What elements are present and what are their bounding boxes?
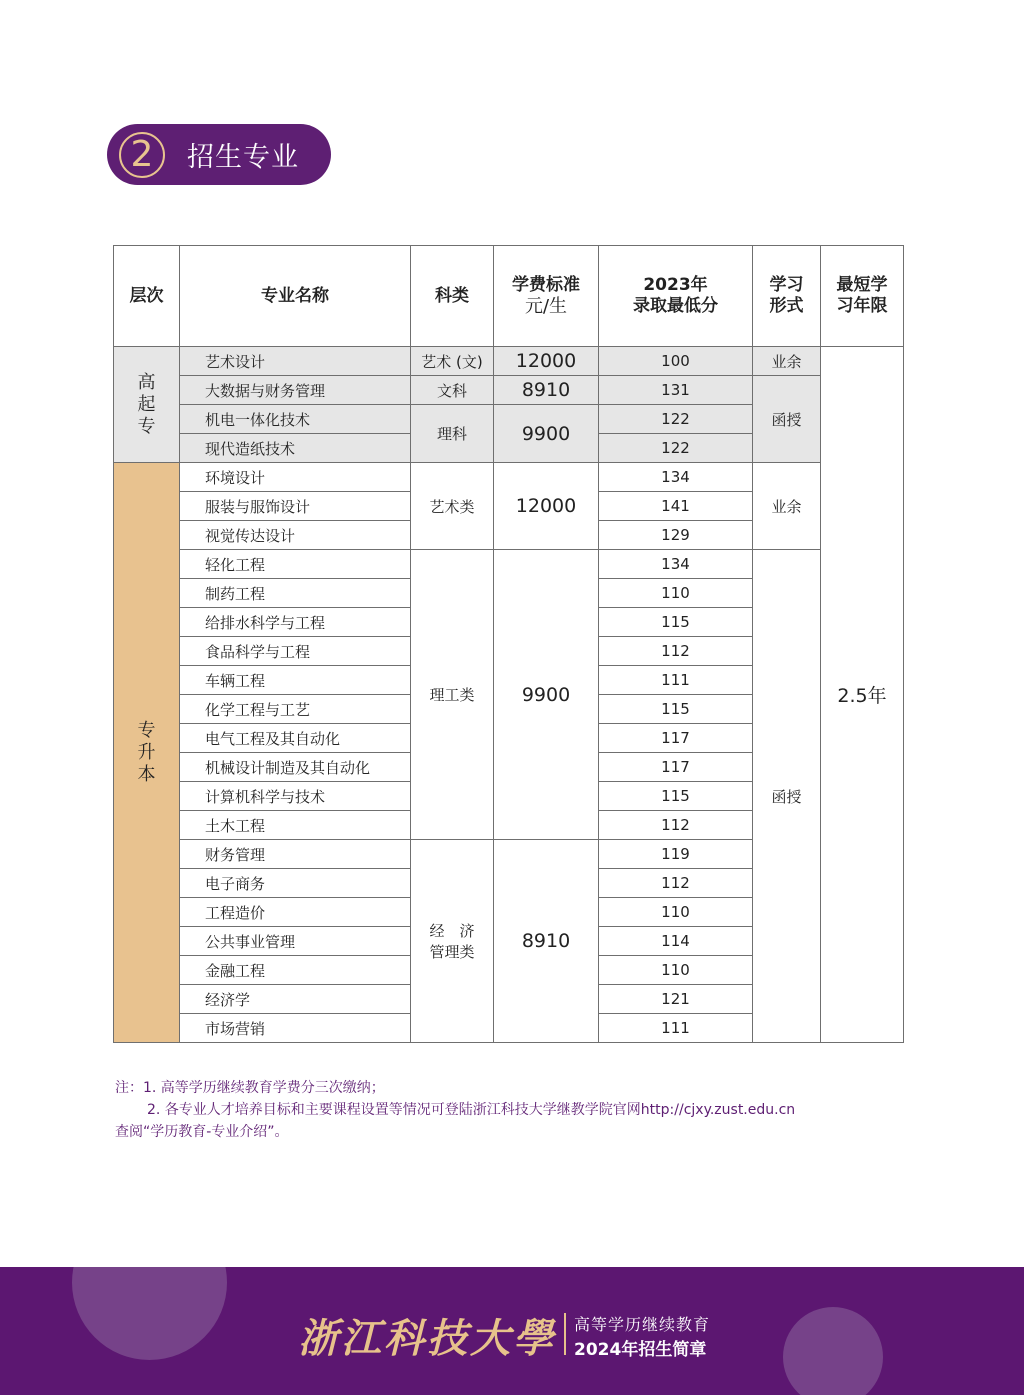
score-cell: 134	[599, 463, 753, 492]
footer-subtitle: 高等学历继续教育	[574, 1315, 711, 1334]
category-cell: 文科	[411, 376, 494, 405]
major-name: 现代造纸技术	[180, 434, 411, 463]
mode-cell: 函授	[753, 550, 821, 1043]
major-name: 大数据与财务管理	[180, 376, 411, 405]
header-min-score: 2023年 录取最低分	[599, 246, 753, 347]
note-line-3: 查阅“学历教育-专业介绍”。	[115, 1124, 289, 1140]
major-name: 给排水科学与工程	[180, 608, 411, 637]
mode-cell: 函授	[753, 376, 821, 463]
major-name: 电气工程及其自动化	[180, 724, 411, 753]
major-name: 艺术设计	[180, 347, 411, 376]
fee-cell: 12000	[494, 463, 599, 550]
fee-cell: 9900	[494, 550, 599, 840]
section-number-badge: 2	[119, 132, 165, 178]
table-row	[114, 376, 904, 405]
score-cell: 115	[599, 608, 753, 637]
decorative-circle	[783, 1307, 883, 1395]
score-cell: 141	[599, 492, 753, 521]
score-cell: 131	[599, 376, 753, 405]
fee-cell: 8910	[494, 840, 599, 1043]
fee-cell: 9900	[494, 405, 599, 463]
score-cell: 111	[599, 1014, 753, 1043]
section-header	[107, 124, 331, 185]
score-cell: 122	[599, 434, 753, 463]
header-min-years: 最短学 习年限	[821, 246, 904, 347]
category-cell: 艺术类	[411, 463, 494, 550]
score-cell: 110	[599, 898, 753, 927]
major-name: 轻化工程	[180, 550, 411, 579]
major-name: 电子商务	[180, 869, 411, 898]
section-title: 招生专业	[187, 142, 299, 173]
score-cell: 112	[599, 811, 753, 840]
score-cell: 100	[599, 347, 753, 376]
score-cell: 112	[599, 637, 753, 666]
major-name: 机械设计制造及其自动化	[180, 753, 411, 782]
score-cell: 119	[599, 840, 753, 869]
major-name: 经济学	[180, 985, 411, 1014]
category-cell: 经 济 管理类	[411, 840, 494, 1043]
min-years-cell: 2.5年	[821, 347, 904, 1043]
note-line-1: 注：1. 高等学历继续教育学费分三次缴纳；	[115, 1080, 385, 1096]
fee-cell: 12000	[494, 347, 599, 376]
major-name: 公共事业管理	[180, 927, 411, 956]
level-zhuanshengben: 专 升 本	[114, 463, 180, 1043]
category-cell: 理工类	[411, 550, 494, 840]
level-gaoqizhuan: 高 起 专	[114, 347, 180, 463]
score-cell: 110	[599, 579, 753, 608]
table-row	[114, 347, 904, 376]
score-cell: 117	[599, 724, 753, 753]
score-cell: 112	[599, 869, 753, 898]
major-name: 市场营销	[180, 1014, 411, 1043]
header-fee: 学费标准 元/生	[494, 246, 599, 347]
notes	[115, 1077, 905, 1143]
major-name: 机电一体化技术	[180, 405, 411, 434]
footer-banner	[0, 1267, 1024, 1395]
score-cell: 121	[599, 985, 753, 1014]
table-header-row	[114, 246, 904, 347]
major-name: 土木工程	[180, 811, 411, 840]
score-cell: 111	[599, 666, 753, 695]
score-cell: 115	[599, 695, 753, 724]
major-name: 工程造价	[180, 898, 411, 927]
major-name: 环境设计	[180, 463, 411, 492]
note-line-2: 2. 各专业人才培养目标和主要课程设置等情况可登陆浙江科技大学继教学院官网http://cjxy.zust.edu.cn	[147, 1102, 796, 1118]
fee-cell: 8910	[494, 376, 599, 405]
category-cell: 理科	[411, 405, 494, 463]
major-name: 制药工程	[180, 579, 411, 608]
table-row	[114, 550, 904, 579]
score-cell: 114	[599, 927, 753, 956]
major-name: 服装与服饰设计	[180, 492, 411, 521]
score-cell: 134	[599, 550, 753, 579]
major-name: 化学工程与工艺	[180, 695, 411, 724]
major-name: 金融工程	[180, 956, 411, 985]
table-row	[114, 463, 904, 492]
category-cell: 艺术 (文)	[411, 347, 494, 376]
score-cell: 115	[599, 782, 753, 811]
score-cell: 110	[599, 956, 753, 985]
major-name: 计算机科学与技术	[180, 782, 411, 811]
major-name: 视觉传达设计	[180, 521, 411, 550]
mode-cell: 业余	[753, 463, 821, 550]
score-cell: 129	[599, 521, 753, 550]
header-level: 层次	[114, 246, 180, 347]
major-name: 财务管理	[180, 840, 411, 869]
footer-divider	[564, 1313, 566, 1355]
header-major: 专业名称	[180, 246, 411, 347]
university-logo-text: 浙江科技大學	[298, 1315, 556, 1362]
major-name: 食品科学与工程	[180, 637, 411, 666]
decorative-circle	[72, 1267, 227, 1360]
score-cell: 122	[599, 405, 753, 434]
major-name: 车辆工程	[180, 666, 411, 695]
footer-title: 2024年招生简章	[574, 1340, 707, 1360]
score-cell: 117	[599, 753, 753, 782]
header-study-mode: 学习 形式	[753, 246, 821, 347]
header-category: 科类	[411, 246, 494, 347]
majors-table	[113, 245, 904, 1043]
mode-cell: 业余	[753, 347, 821, 376]
